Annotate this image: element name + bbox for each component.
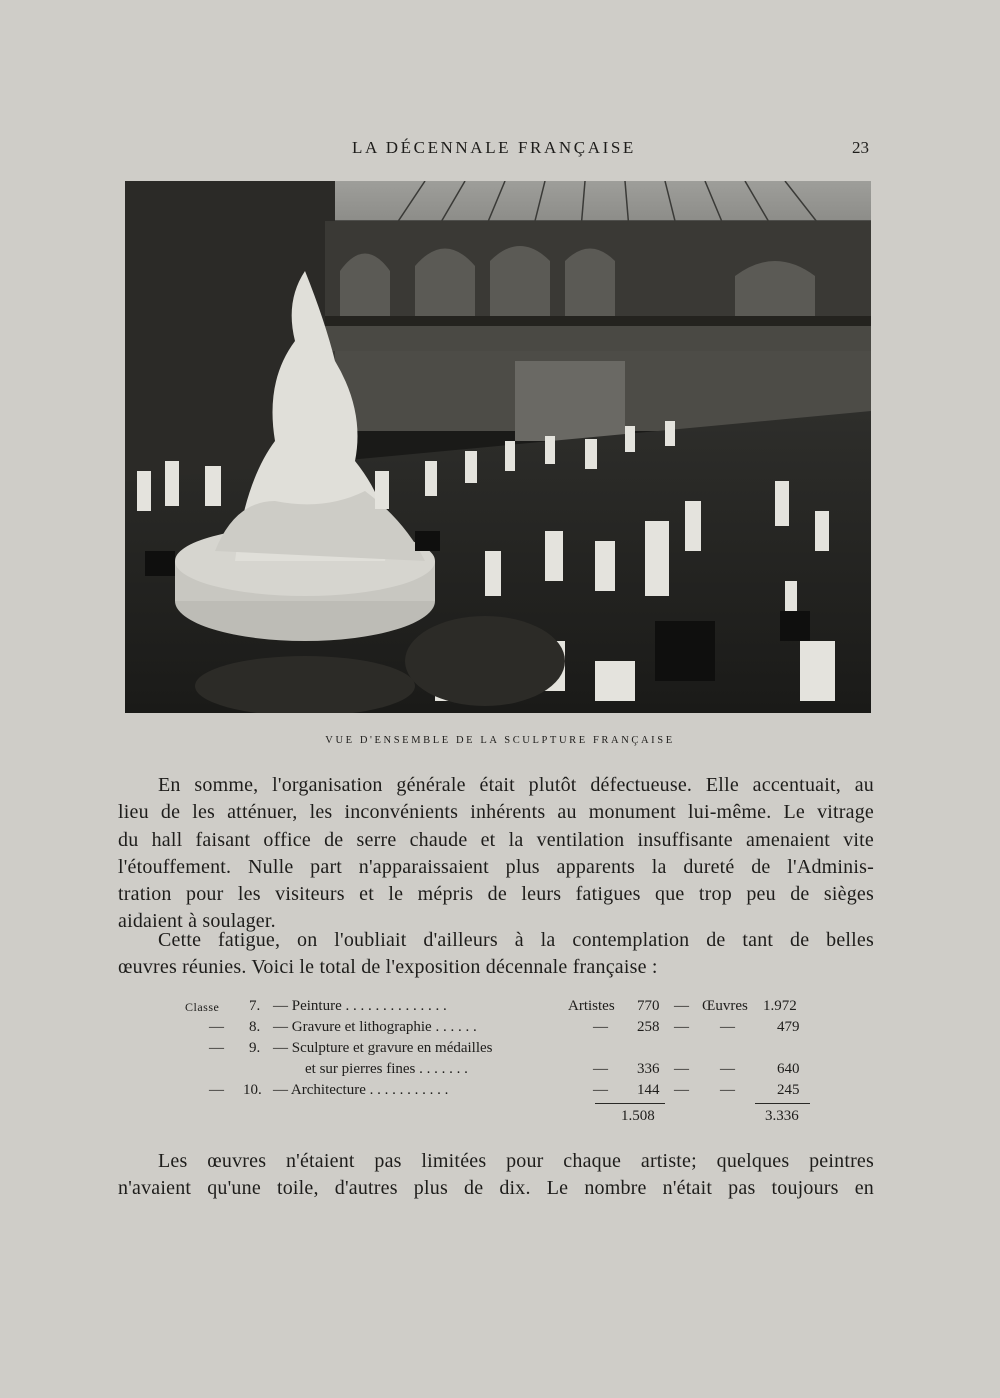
ditto-dash: —	[593, 1019, 608, 1035]
sum-rule	[595, 1103, 665, 1104]
running-title: LA DÉCENNALE FRANÇAISE	[352, 138, 636, 157]
class-number: 7.	[249, 998, 261, 1014]
class-number: 10.	[243, 1082, 262, 1098]
classe-label: Classe	[185, 1000, 220, 1014]
text-line: Cette fatigue, on l'oubliait d'ailleurs à la contemplation de tant de belles	[158, 929, 874, 951]
table-row	[185, 1082, 825, 1102]
figure-caption: VUE D'ENSEMBLE DE LA SCULPTURE FRANÇAISE	[325, 735, 675, 746]
artists-count: 258	[637, 1019, 660, 1035]
table-row	[185, 1019, 825, 1039]
class-name-continued: et sur pierres fines . . . . . . .	[305, 1061, 468, 1077]
sum-rule	[755, 1103, 810, 1104]
totals-row	[185, 1108, 825, 1128]
ditto-dash: —	[720, 1082, 735, 1098]
ditto-dash: —	[209, 1019, 224, 1035]
works-count: 245	[777, 1082, 800, 1098]
table-row	[185, 998, 825, 1018]
ditto-dash: —	[593, 1082, 608, 1098]
text-line: du hall faisant office de serre chaude et la ventilation insuffisante amenaient vite	[118, 828, 874, 851]
text-line: œuvres réunies. Voici le total de l'exposition décennale française :	[118, 956, 658, 979]
running-head	[0, 138, 1000, 162]
total-artists: 1.508	[621, 1108, 655, 1124]
ditto-dash: —	[593, 1061, 608, 1077]
works-count: 640	[777, 1061, 800, 1077]
sculpture-hall-photograph	[125, 181, 871, 713]
text-line: Les œuvres n'étaient pas limitées pour chaque artiste; quelques peintres	[158, 1150, 874, 1172]
text-line: aidaient à soulager.	[118, 910, 276, 933]
paragraph-1	[118, 772, 874, 936]
works-count: 479	[777, 1019, 800, 1035]
class-name: — Peinture . . . . . . . . . . . . . .	[273, 998, 447, 1014]
separator-dash: —	[674, 1061, 689, 1077]
ditto-dash: —	[720, 1061, 735, 1077]
text-line: lieu de les atténuer, les inconvénients inhérents au monument lui-même. Le vitrage	[118, 801, 874, 824]
artists-count: 770	[637, 998, 660, 1014]
artistes-label: Artistes	[568, 998, 615, 1014]
table-row	[185, 1040, 825, 1060]
text-line: tration pour les visiteurs et le mépris de leurs fatigues que trop peu de sièges	[118, 883, 874, 906]
oeuvres-label: Œuvres	[702, 998, 748, 1014]
class-name: — Sculpture et gravure en médailles	[273, 1040, 493, 1056]
class-name: — Architecture . . . . . . . . . . .	[273, 1082, 449, 1098]
separator-dash: —	[674, 998, 689, 1014]
text-line: n'avaient qu'une toile, d'autres plus de dix. Le nombre n'était pas toujours en	[118, 1177, 874, 1200]
ditto-dash: —	[720, 1019, 735, 1035]
artists-count: 336	[637, 1061, 660, 1077]
ditto-dash: —	[209, 1082, 224, 1098]
text-line: En somme, l'organisation générale était plutôt défectueuse. Elle accentuait, au	[158, 774, 874, 796]
ditto-dash: —	[209, 1040, 224, 1056]
text-line: l'étouffement. Nulle part n'apparaissaient plus apparents la dureté de l'Adminis-	[118, 855, 874, 878]
exhibition-totals-table	[185, 998, 825, 1138]
class-name: — Gravure et lithographie . . . . . .	[273, 1019, 477, 1035]
table-row	[185, 1061, 825, 1081]
artists-count: 144	[637, 1082, 660, 1098]
works-count: 1.972	[763, 998, 797, 1014]
class-number: 9.	[249, 1040, 261, 1056]
separator-dash: —	[674, 1019, 689, 1035]
paragraph-2	[118, 927, 874, 982]
page-number: 23	[852, 138, 869, 157]
paragraph-3	[118, 1148, 874, 1203]
class-number: 8.	[249, 1019, 261, 1035]
separator-dash: —	[674, 1082, 689, 1098]
total-works: 3.336	[765, 1108, 799, 1124]
